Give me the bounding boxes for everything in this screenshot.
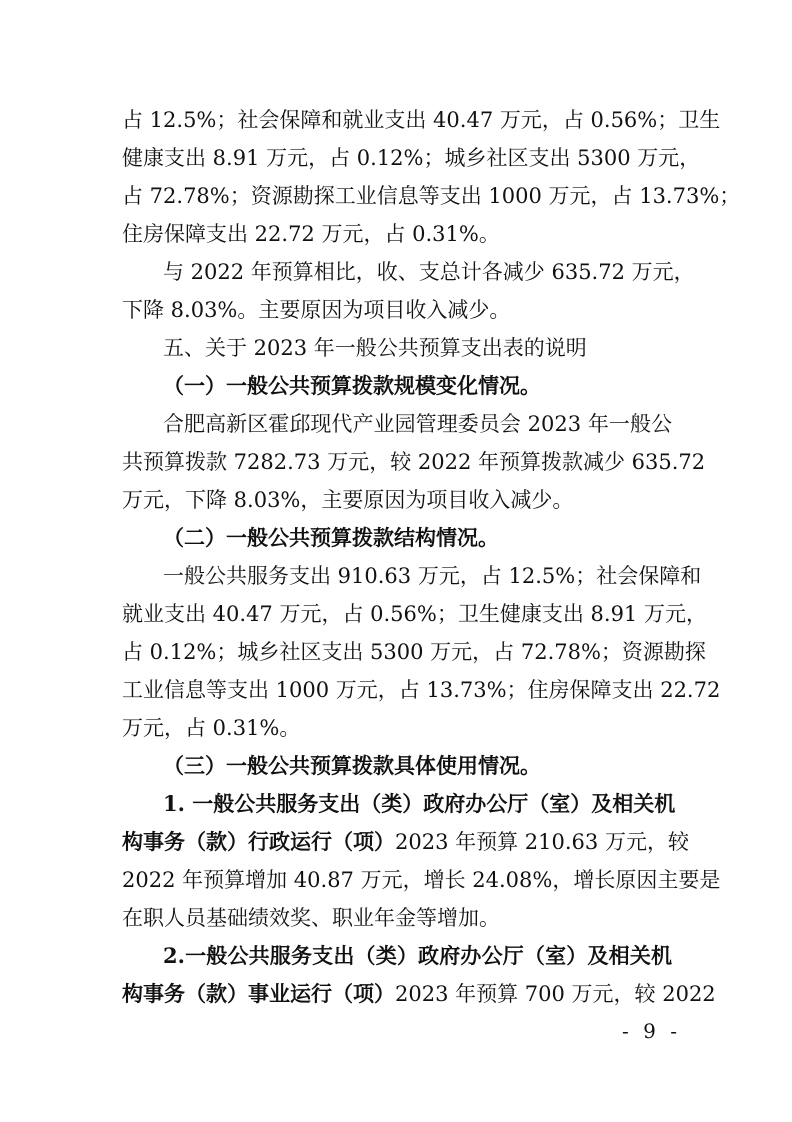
text-line: 一般公共服务支出 910.63 万元，占 12.5%；社会保障和 — [163, 564, 702, 588]
text-line: 就业支出 40.47 万元，占 0.56%；卫生健康支出 8.91 万元， — [122, 602, 707, 626]
text-span: 构事务（款）行政运行（项） — [122, 829, 395, 854]
text-line: 住房保障支出 22.72 万元，占 0.31%。 — [122, 222, 500, 246]
section-heading: 五、关于 2023 年一般公共预算支出表的说明 — [163, 336, 587, 360]
text-line — [122, 825, 689, 859]
text-line: 与 2022 年预算相比，收、支总计各减少 635.72 万元， — [163, 260, 695, 284]
page-number: - 9 - — [622, 1019, 681, 1043]
subsection-heading: （二）一般公共预算拨款结构情况。 — [163, 525, 499, 550]
text-line: 工业信息等支出 1000 万元，占 13.73%；住房保障支出 22.72 — [122, 678, 721, 702]
text-line: 健康支出 8.91 万元，占 0.12%；城乡社区支出 5300 万元， — [122, 146, 701, 170]
text-line: 占 12.5%；社会保障和就业支出 40.47 万元，占 0.56%；卫生 — [122, 108, 721, 132]
text-line: 2022 年预算增加 40.87 万元，增长 24.08%，增长原因主要是 — [122, 868, 721, 892]
text-line: 合肥高新区霍邱现代产业园管理委员会 2023 年一般公 — [163, 412, 672, 436]
subsection-heading: （三）一般公共预算拨款具体使用情况。 — [163, 753, 541, 778]
text-span: 构事务（款）事业运行（项） — [122, 981, 395, 1006]
text-line: 1. 一般公共服务支出（类）政府办公厅（室）及相关机 — [163, 791, 676, 816]
text-line: 在职人员基础绩效奖、职业年金等增加。 — [122, 906, 500, 930]
subsection-heading: （一）一般公共预算拨款规模变化情况。 — [163, 373, 541, 398]
text-line: 2.一般公共服务支出（类）政府办公厅（室）及相关机 — [163, 943, 672, 968]
text-line: 占 0.12%；城乡社区支出 5300 万元，占 72.78%；资源勘探 — [122, 640, 706, 664]
text-line: 万元，下降 8.03%，主要原因为项目收入减少。 — [122, 488, 574, 512]
text-line: 占 72.78%；资源勘探工业信息等支出 1000 万元，占 13.73%； — [122, 184, 741, 208]
text-span: 2023 年预算 700 万元，较 2022 — [395, 982, 716, 1006]
text-line: 共预算拨款 7282.73 万元，较 2022 年预算拨款减少 635.72 — [122, 450, 706, 474]
text-line: 万元，占 0.31%。 — [122, 716, 301, 740]
text-span: 2023 年预算 210.63 万元，较 — [395, 830, 689, 854]
text-line: 下降 8.03%。主要原因为项目收入减少。 — [122, 298, 511, 322]
text-line — [122, 977, 716, 1011]
